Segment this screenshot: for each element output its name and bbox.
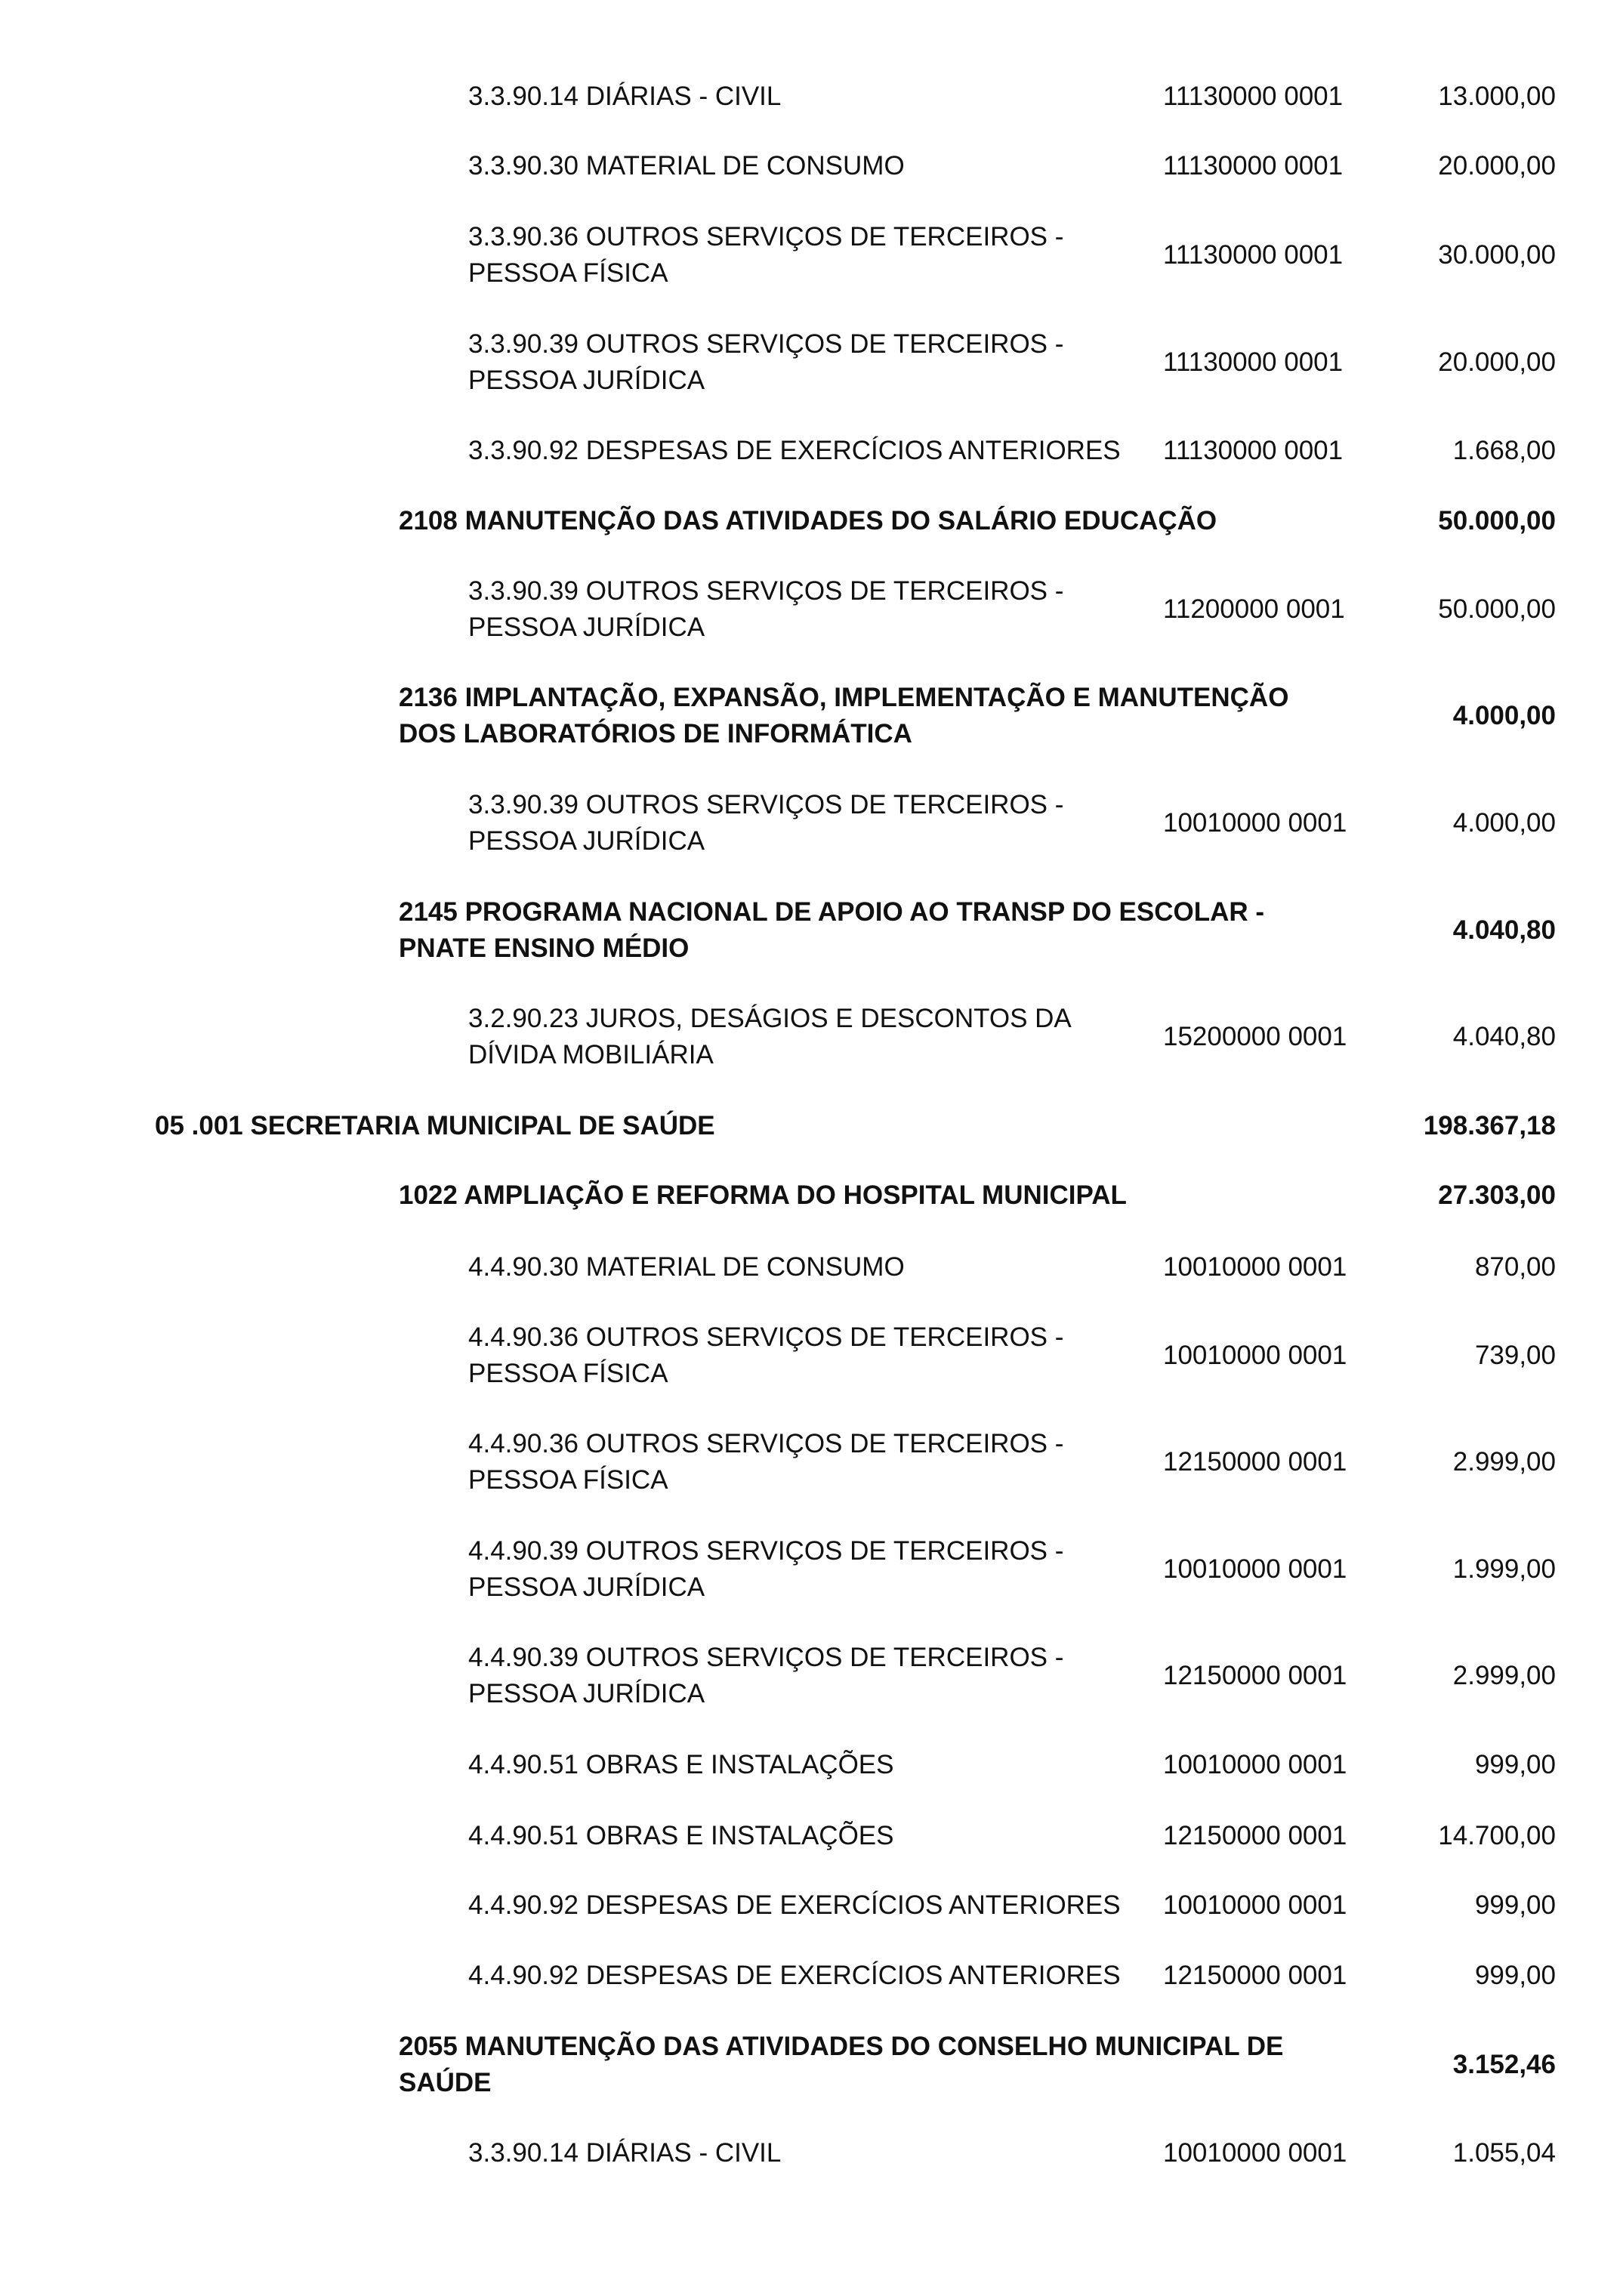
expense-line-description: 3.3.90.30 MATERIAL DE CONSUMO — [468, 151, 905, 181]
expense-line-amount: 13.000,00 — [1438, 82, 1556, 111]
action-heading-row — [399, 894, 1556, 967]
action-heading-row — [399, 680, 1556, 752]
expense-line-amount: 2.999,00 — [1452, 1661, 1556, 1690]
resource-source-code: 10010000 0001 — [1163, 1252, 1347, 1282]
resource-source-code: 11130000 0001 — [1163, 240, 1344, 270]
action-heading-description: 2136 IMPLANTAÇÃO, EXPANSÃO, IMPLEMENTAÇÃO E MANUTENÇÃO DOS LABORATÓRIOS DE INFORMÁTICA — [399, 683, 1289, 748]
resource-source-code: 10010000 0001 — [1163, 1750, 1347, 1779]
expense-line-amount: 999,00 — [1474, 1750, 1556, 1779]
expense-line-description: 3.3.90.36 OUTROS SERVIÇOS DE TERCEIROS - PESSOA FÍSICA — [468, 222, 1064, 288]
resource-source-code: 11200000 0001 — [1163, 594, 1345, 624]
expense-line-row — [468, 1319, 1556, 1392]
expense-line-description: 3.3.90.92 DESPESAS DE EXERCÍCIOS ANTERIORES — [468, 436, 1121, 465]
expense-line-row — [468, 1747, 1556, 1783]
resource-source-code: 10010000 0001 — [1163, 1890, 1347, 1920]
expense-line-amount: 2.999,00 — [1452, 1447, 1556, 1477]
expense-line-description: 3.2.90.23 JUROS, DESÁGIOS E DESCONTOS DA DÍVIDA MOBILIÁRIA — [468, 1004, 1072, 1069]
resource-source-code: 11130000 0001 — [1163, 82, 1344, 111]
resource-source-code: 12150000 0001 — [1163, 1961, 1347, 1990]
expense-line-row — [468, 1818, 1556, 1854]
expense-line-row — [468, 1640, 1556, 1712]
expense-line-description: 4.4.90.39 OUTROS SERVIÇOS DE TERCEIROS - PESSOA JURÍDICA — [468, 1643, 1064, 1708]
expense-line-row — [468, 573, 1556, 646]
expense-line-row — [468, 1533, 1556, 1606]
expense-line-description: 3.3.90.39 OUTROS SERVIÇOS DE TERCEIROS - PESSOA JURÍDICA — [468, 576, 1064, 642]
expense-line-row — [468, 1249, 1556, 1285]
expense-line-amount: 20.000,00 — [1438, 151, 1556, 181]
expense-line-description: 3.3.90.14 DIÁRIAS - CIVIL — [468, 82, 782, 111]
expense-line-row — [468, 1958, 1556, 1994]
expense-line-amount: 50.000,00 — [1438, 594, 1556, 624]
action-heading-row — [399, 1177, 1556, 1214]
expense-line-row — [468, 79, 1556, 115]
expense-line-row — [468, 787, 1556, 859]
expense-line-amount: 1.999,00 — [1452, 1554, 1556, 1584]
expense-line-amount: 870,00 — [1474, 1252, 1556, 1282]
action-heading-description: 2145 PROGRAMA NACIONAL DE APOIO AO TRANSP DO ESCOLAR - PNATE ENSINO MÉDIO — [399, 897, 1265, 963]
expense-line-row — [468, 326, 1556, 399]
expense-line-description: 3.3.90.14 DIÁRIAS - CIVIL — [468, 2138, 782, 2168]
resource-source-code: 11130000 0001 — [1163, 347, 1344, 377]
expense-line-description: 3.3.90.39 OUTROS SERVIÇOS DE TERCEIROS - PESSOA JURÍDICA — [468, 329, 1064, 395]
expense-line-description: 3.3.90.39 OUTROS SERVIÇOS DE TERCEIROS - PESSOA JURÍDICA — [468, 790, 1064, 856]
expense-line-row — [468, 433, 1556, 469]
expense-line-description: 4.4.90.36 OUTROS SERVIÇOS DE TERCEIROS - PESSOA FÍSICA — [468, 1429, 1064, 1495]
resource-source-code: 11130000 0001 — [1163, 436, 1344, 465]
expense-line-amount: 999,00 — [1474, 1961, 1556, 1990]
expense-line-description: 4.4.90.92 DESPESAS DE EXERCÍCIOS ANTERIORES — [468, 1961, 1121, 1990]
resource-source-code: 12150000 0001 — [1163, 1661, 1347, 1690]
resource-source-code: 12150000 0001 — [1163, 1447, 1347, 1477]
resource-source-code: 15200000 0001 — [1163, 1022, 1347, 1051]
action-heading-amount: 50.000,00 — [1438, 506, 1556, 535]
expense-line-row — [468, 148, 1556, 184]
expense-line-row — [468, 1001, 1556, 1073]
action-heading-description: 1022 AMPLIAÇÃO E REFORMA DO HOSPITAL MUNICIPAL — [399, 1180, 1127, 1210]
expense-line-amount: 4.040,80 — [1452, 1022, 1556, 1051]
expense-line-row — [468, 1887, 1556, 1924]
expense-line-description: 4.4.90.30 MATERIAL DE CONSUMO — [468, 1252, 905, 1282]
action-heading-description: 2108 MANUTENÇÃO DAS ATIVIDADES DO SALÁRIO EDUCAÇÃO — [399, 506, 1217, 535]
expense-line-amount: 1.668,00 — [1452, 436, 1556, 465]
action-heading-amount: 4.000,00 — [1452, 701, 1556, 730]
expense-line-amount: 739,00 — [1474, 1341, 1556, 1370]
resource-source-code: 10010000 0001 — [1163, 2138, 1347, 2168]
expense-line-description: 4.4.90.92 DESPESAS DE EXERCÍCIOS ANTERIORES — [468, 1890, 1121, 1920]
resource-source-code: 10010000 0001 — [1163, 1341, 1347, 1370]
action-heading-amount: 27.303,00 — [1438, 1180, 1556, 1210]
expense-line-description: 4.4.90.51 OBRAS E INSTALAÇÕES — [468, 1750, 894, 1779]
action-heading-row — [399, 2029, 1556, 2101]
expense-line-amount: 14.700,00 — [1438, 1821, 1556, 1850]
action-heading-description: 2055 MANUTENÇÃO DAS ATIVIDADES DO CONSELHO MUNICIPAL DE SAÚDE — [399, 2032, 1284, 2097]
action-heading-amount: 4.040,80 — [1452, 915, 1556, 945]
action-heading-amount: 3.152,46 — [1452, 2050, 1556, 2079]
expense-line-amount: 1.055,04 — [1452, 2138, 1556, 2168]
org-unit-heading-row — [155, 1108, 1556, 1144]
resource-source-code: 12150000 0001 — [1163, 1821, 1347, 1850]
expense-line-amount: 30.000,00 — [1438, 240, 1556, 270]
expense-line-description: 4.4.90.36 OUTROS SERVIÇOS DE TERCEIROS - PESSOA FÍSICA — [468, 1322, 1064, 1388]
expense-line-row — [468, 1426, 1556, 1498]
expense-line-description: 4.4.90.39 OUTROS SERVIÇOS DE TERCEIROS - PESSOA JURÍDICA — [468, 1536, 1064, 1602]
expense-line-amount: 4.000,00 — [1452, 808, 1556, 838]
org-unit-heading-description: 05 .001 SECRETARIA MUNICIPAL DE SAÚDE — [155, 1111, 715, 1140]
expense-line-amount: 999,00 — [1474, 1890, 1556, 1920]
expense-line-row — [468, 219, 1556, 292]
resource-source-code: 11130000 0001 — [1163, 151, 1344, 181]
org-unit-heading-amount: 198.367,18 — [1423, 1111, 1556, 1140]
expense-line-row — [468, 2135, 1556, 2171]
action-heading-row — [399, 503, 1556, 539]
expense-line-description: 4.4.90.51 OBRAS E INSTALAÇÕES — [468, 1821, 894, 1850]
resource-source-code: 10010000 0001 — [1163, 808, 1347, 838]
expense-line-amount: 20.000,00 — [1438, 347, 1556, 377]
resource-source-code: 10010000 0001 — [1163, 1554, 1347, 1584]
